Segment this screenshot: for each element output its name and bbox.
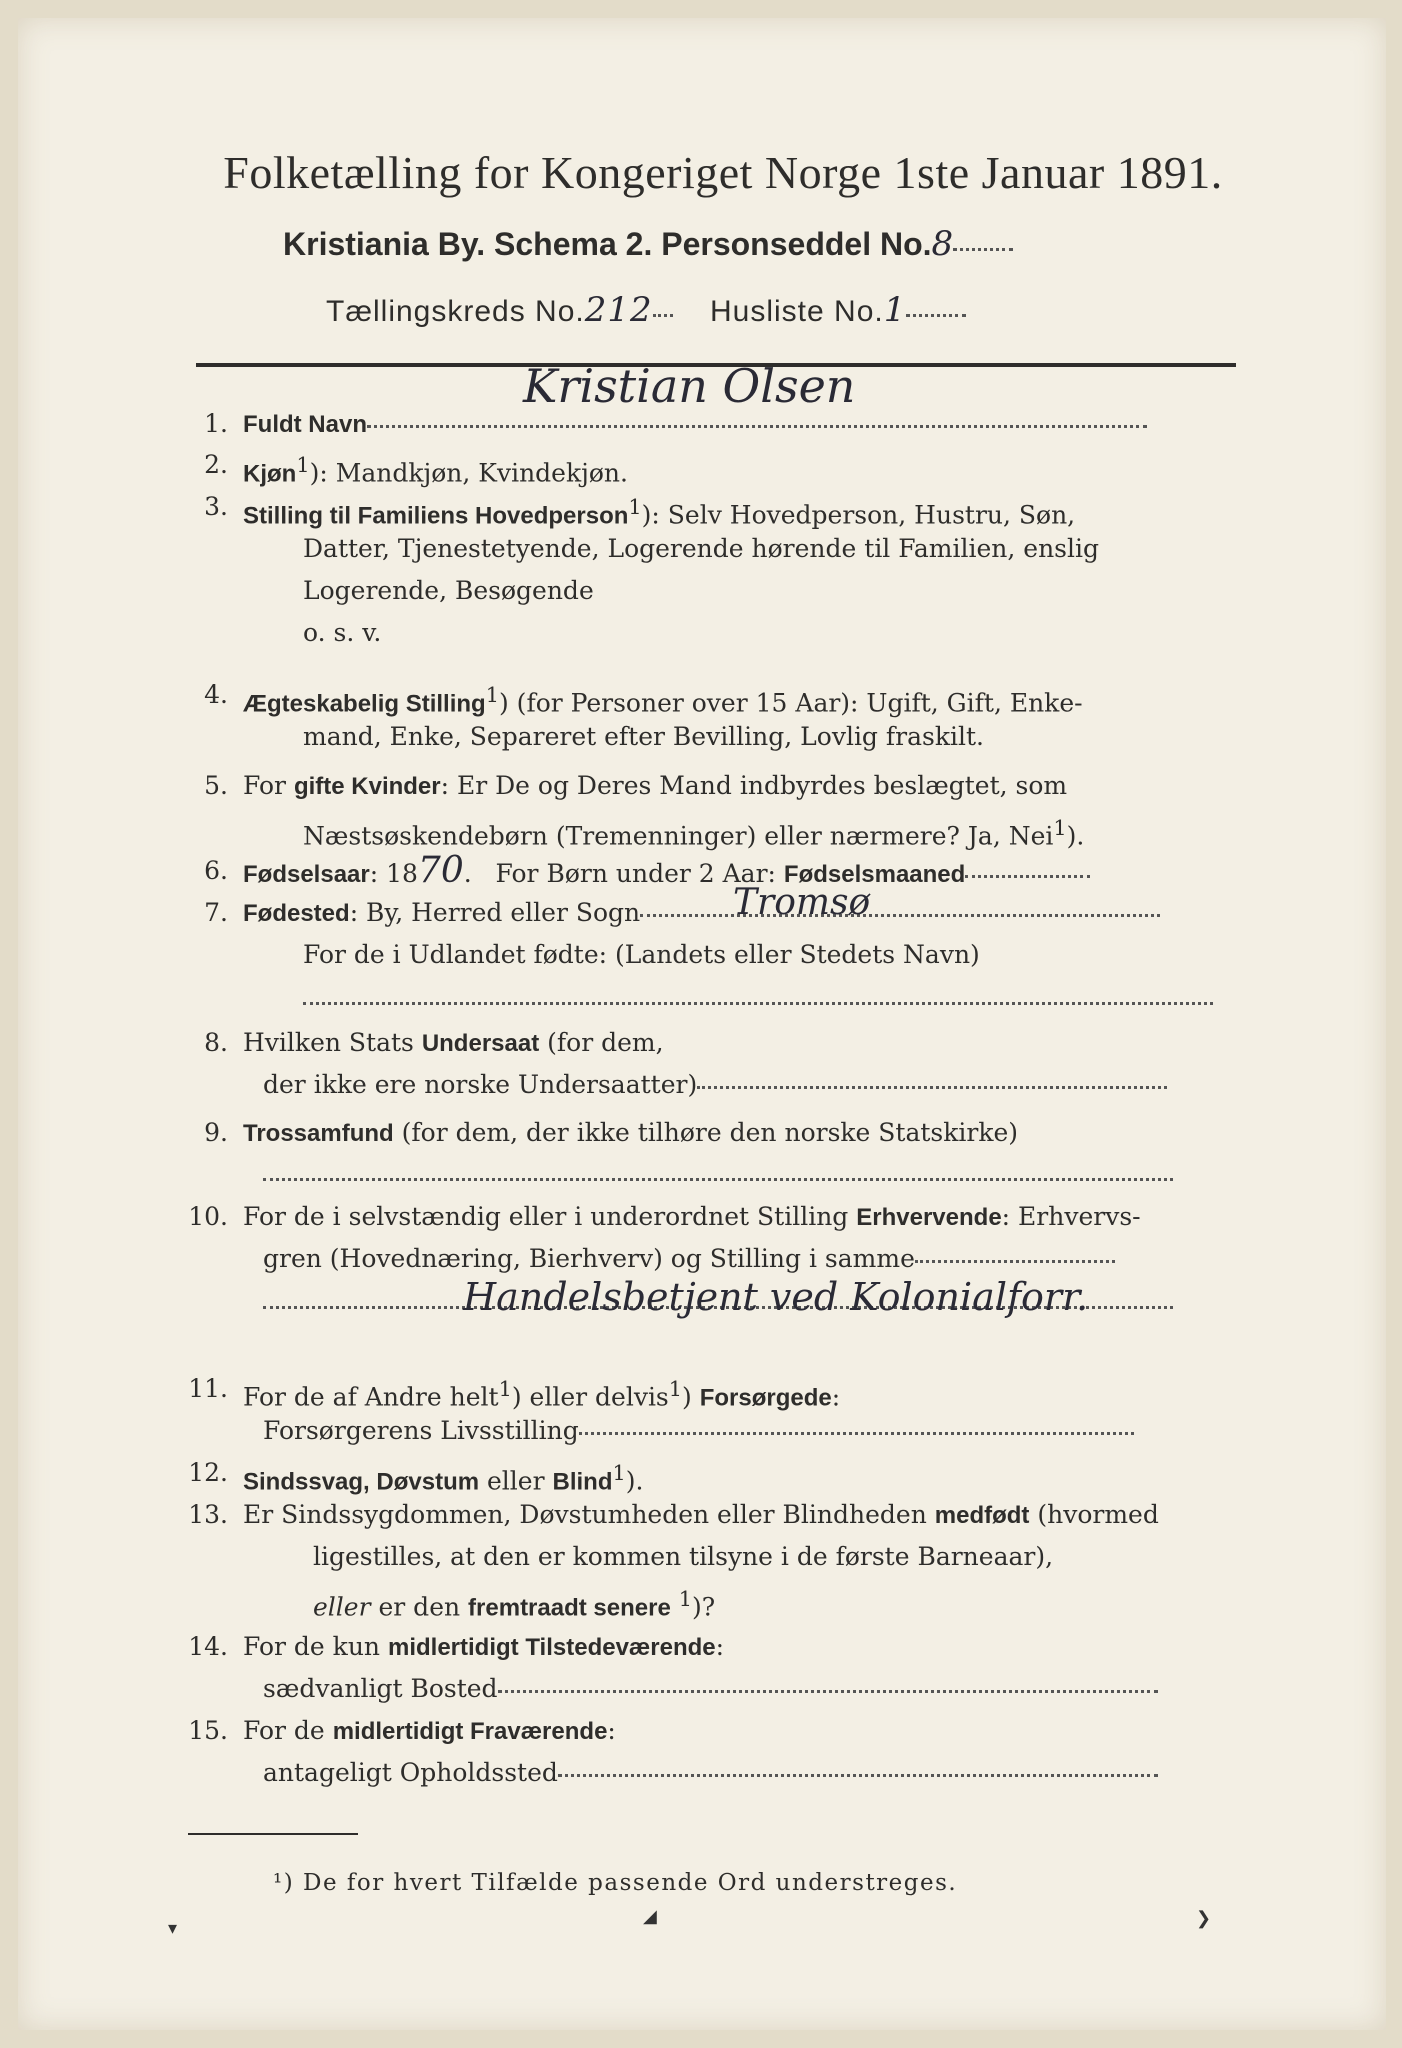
- form-title: Folketælling for Kongeriget Norge 1ste Januar 1891.: [223, 147, 1223, 198]
- item-number: 7.: [204, 898, 228, 927]
- footnote-separator: [188, 1833, 358, 1835]
- item-10-line2-wrap: [263, 1238, 1115, 1280]
- item-number: 13.: [188, 1500, 228, 1529]
- item-number: 15.: [188, 1716, 228, 1745]
- dotted-line: [653, 314, 673, 317]
- center-mark-icon: ◢: [643, 1906, 657, 1927]
- item-number: 12.: [188, 1458, 228, 1487]
- item-11-line2: Forsørgerens Livsstilling: [263, 1416, 579, 1445]
- right-mark-icon: ❯: [1196, 1908, 1212, 1929]
- item-15-content: For de midlertidigt Fraværende:: [243, 1716, 616, 1745]
- handwritten-birth-year: 70: [417, 850, 464, 891]
- item-number: 5.: [204, 771, 228, 800]
- item-4-line2: mand, Enke, Separeret efter Bevilling, Lovlig fraskilt.: [303, 722, 984, 751]
- item-9-label: Trossamfund: [243, 1120, 394, 1147]
- item-8-content: [243, 1022, 664, 1065]
- item-11-text: ) eller delvis: [511, 1382, 669, 1412]
- item-7-line2: For de i Udlandet fødte: (Landets eller Stedets Navn): [303, 940, 980, 969]
- item-6-label: Fødselsaar: [243, 861, 370, 888]
- item-13-end: )?: [692, 1592, 716, 1622]
- corner-mark-icon: ▾: [168, 1918, 178, 1939]
- personseddel-number: 8: [931, 224, 954, 264]
- item-4-content: Ægteskabelig Stilling$^1$) (for Personer over 15 Aar): Ugift, Gift, Enke-: [243, 683, 1083, 718]
- item-12-label: Sindssvag, Døvstum: [243, 1468, 480, 1496]
- item-number: 2.: [204, 450, 228, 479]
- item-7-label: Fødested: [243, 900, 350, 927]
- item-3-label: Stilling til Familiens Hovedperson: [243, 502, 629, 530]
- item-3-text: ): Selv Hovedperson, Hustru, Søn,: [641, 500, 1076, 530]
- footnote: ¹) De for hvert Tilfælde passende Ord understreges.: [273, 1870, 958, 1896]
- item-5-pre: For: [243, 771, 294, 800]
- item-5-line2-wrap: Næstsøskendebørn (Tremenninger) eller nærmere? Ja, Nei$^1$).: [303, 816, 1085, 851]
- item-12-text: eller: [479, 1466, 553, 1496]
- item-14-content: For de kun midlertidigt Tilstedeværende:: [243, 1632, 725, 1661]
- item-6-text: : 18: [369, 859, 418, 888]
- item-13-pre: Er Sindssygdommen, Døvstumheden eller Blindheden: [243, 1500, 935, 1529]
- item-9-text: (for dem, der ikke tilhøre den norske Statskirke): [393, 1118, 1019, 1147]
- item-8-pre: Hvilken Stats: [243, 1028, 422, 1057]
- item-number: 3.: [204, 492, 228, 521]
- handwritten-name: Kristian Olsen: [523, 359, 856, 413]
- husliste-label: Husliste No.: [710, 295, 884, 328]
- item-4-text: ) (for Personer over 15 Aar): Ugift, Gift, Enke-: [498, 688, 1083, 718]
- item-7-content: [243, 892, 1160, 935]
- item-number: 9.: [204, 1118, 228, 1147]
- item-13-line3: eller er den fremtraadt senere $^1$)?: [313, 1587, 716, 1622]
- item-15-line2: antageligt Opholdssted: [263, 1758, 558, 1787]
- item-13-eller: eller: [313, 1592, 371, 1622]
- dotted-line: [498, 1690, 1158, 1693]
- item-5-label: gifte Kvinder: [293, 773, 441, 800]
- dotted-line: [965, 875, 1090, 878]
- item-6-content: Fødselsaar: 1870. For Børn under 2 Aar: Fødselsmaaned: [243, 850, 1090, 896]
- item-11-pre: For de af Andre helt: [243, 1382, 499, 1412]
- handwritten-birthplace: Tromsø: [733, 882, 871, 923]
- item-5-content: [243, 765, 1067, 808]
- item-10-pre: For de i selvstændig eller i underordnet Stilling: [243, 1202, 857, 1231]
- item-4-label: Ægteskabelig Stilling: [243, 690, 486, 718]
- item-number: 14.: [188, 1632, 228, 1661]
- item-number: 1.: [204, 409, 228, 438]
- item-13-content: [243, 1494, 1159, 1537]
- dotted-line: [303, 1002, 1213, 1005]
- item-13-text: (hvormed: [1029, 1500, 1159, 1529]
- item-13-label2: fremtraadt senere: [468, 1594, 671, 1622]
- item-13-line2: ligestilles, at den er kommen tilsyne i de første Barneaar),: [313, 1542, 1054, 1571]
- item-2-content: Kjøn$^1$): Mandkjøn, Kvindekjøn.: [243, 453, 628, 488]
- item-10-line2: gren (Hovednæring, Bierhverv) og Stilling i samme: [263, 1244, 915, 1273]
- kreds-label: Tællingskreds No.: [326, 295, 585, 328]
- item-9-content: [243, 1112, 1018, 1155]
- item-number: 4.: [204, 680, 228, 709]
- item-number: 11.: [188, 1374, 228, 1403]
- item-2-label: Kjøn: [243, 460, 297, 488]
- item-13-label: medfødt: [934, 1502, 1030, 1529]
- form-subtitle: [283, 224, 1013, 264]
- item-14-pre: For de kun: [243, 1632, 388, 1661]
- item-15-label: midlertidigt Fraværende: [332, 1718, 608, 1745]
- dotted-line: [558, 1774, 1158, 1777]
- item-14-line2-wrap: [263, 1668, 1158, 1710]
- item-15-line2-wrap: [263, 1752, 1158, 1794]
- item-5-line2: Næstsøskendebørn (Tremenninger) eller nærmere? Ja, Nei: [303, 821, 1054, 851]
- dotted-line: [953, 248, 1013, 251]
- item-number: 8.: [204, 1028, 228, 1057]
- item-number: 10.: [188, 1202, 228, 1231]
- item-5-text: : Er De og Deres Mand indbyrdes beslægtet, som: [440, 771, 1068, 800]
- husliste-number: 1: [883, 290, 907, 330]
- item-10-content: [243, 1196, 1141, 1239]
- dotted-line: [906, 314, 966, 317]
- item-14-line2: sædvanligt Bosted: [263, 1674, 498, 1703]
- dotted-line: [697, 1086, 1167, 1089]
- item-10-label: Erhvervende: [856, 1204, 1002, 1231]
- item-8-label: Undersaat: [421, 1030, 540, 1057]
- item-6-text2: For Børn under 2 Aar:: [495, 859, 784, 888]
- item-3-line2: Datter, Tjenestetyende, Logerende hørende til Familien, enslig: [303, 534, 1100, 563]
- kreds-number: 212: [584, 290, 653, 330]
- item-2-text: ): Mandkjøn, Kvindekjøn.: [309, 458, 628, 488]
- handwritten-occupation: Handelsbetjent ved Kolonialforr.: [463, 1275, 1089, 1319]
- item-1-label: Fuldt Navn: [243, 411, 367, 438]
- item-3-line4: o. s. v.: [303, 618, 382, 647]
- item-6-label2: Fødselsmaaned: [783, 861, 966, 888]
- item-number: 6.: [204, 856, 228, 885]
- item-8-line2-wrap: [263, 1064, 1167, 1106]
- item-10-text: : Erhvervs-: [1001, 1202, 1141, 1231]
- item-13-mid: er den: [370, 1592, 469, 1622]
- subtitle-text: Kristiania By. Schema 2. Personseddel No.: [283, 226, 932, 262]
- item-11-line2-wrap: [263, 1410, 1134, 1452]
- dotted-line: [915, 1260, 1115, 1263]
- item-12-label2: Blind: [552, 1468, 613, 1496]
- item-8-text: (for dem,: [539, 1028, 664, 1057]
- item-14-label: midlertidigt Tilstedeværende: [387, 1634, 716, 1661]
- name-field-line: [367, 425, 1147, 428]
- dotted-line: [640, 914, 1160, 917]
- kreds-line: [326, 290, 966, 330]
- item-12-content: Sindssvag, Døvstum eller Blind$^1$).: [243, 1461, 644, 1496]
- item-3-content: Stilling til Familiens Hovedperson$^1$): Selv Hovedperson, Hustru, Søn,: [243, 495, 1076, 530]
- dotted-line: [263, 1178, 1173, 1181]
- item-7-text: : By, Herred eller Sogn: [349, 898, 641, 927]
- item-11-content: For de af Andre helt$^1$) eller delvis$^1$) Forsørgede:: [243, 1377, 841, 1412]
- dotted-line: [579, 1432, 1134, 1435]
- census-form-page: [18, 18, 1386, 2030]
- item-8-line2: der ikke ere norske Undersaatter): [263, 1070, 698, 1099]
- item-15-pre: For de: [243, 1716, 333, 1745]
- item-11-label: Forsørgede: [699, 1384, 832, 1412]
- item-3-line3: Logerende, Besøgende: [303, 576, 594, 605]
